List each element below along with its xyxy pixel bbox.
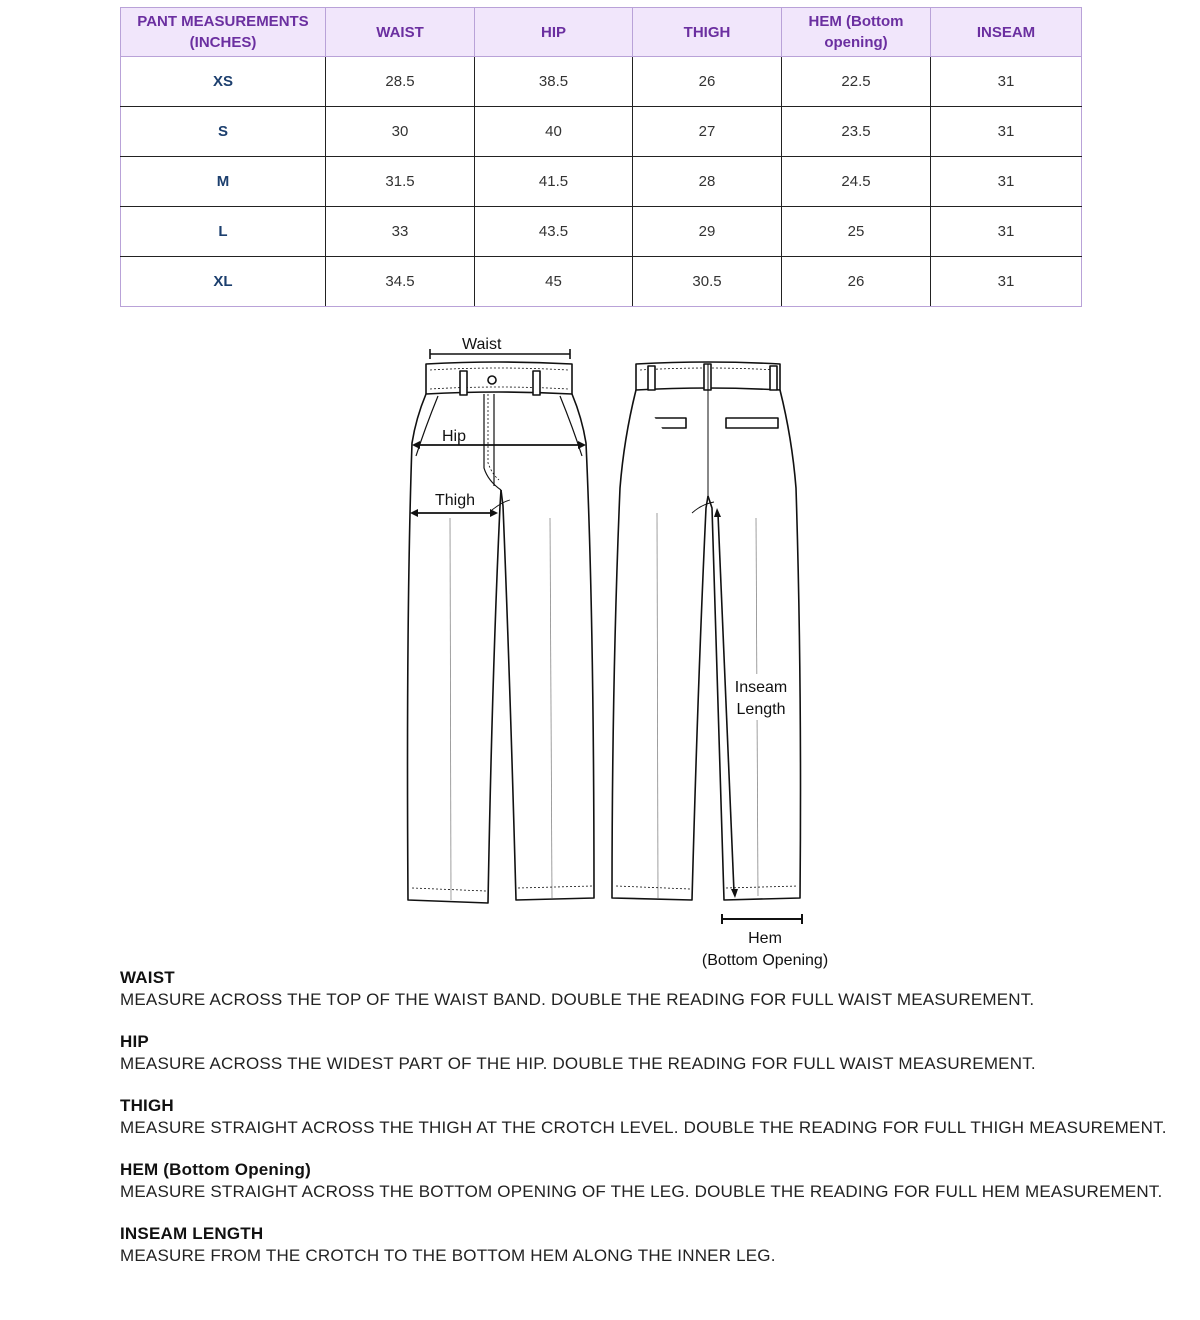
- table-row: [121, 157, 1082, 207]
- instruction-body: MEASURE STRAIGHT ACROSS THE THIGH AT THE CROTCH LEVEL. DOUBLE THE READING FOR FULL THIGH MEASUREMENT.: [120, 1118, 1167, 1137]
- waist-value: 33: [326, 207, 475, 257]
- header-waist: WAIST: [326, 8, 475, 57]
- table-row: [121, 57, 1082, 107]
- size-label: XS: [121, 57, 326, 107]
- inseam-value: 31: [931, 157, 1082, 207]
- instruction-thigh: [120, 1095, 1180, 1139]
- inseam-value: 31: [931, 207, 1082, 257]
- waist-value: 30: [326, 107, 475, 157]
- measurement-instructions: [120, 967, 1180, 1287]
- header-thigh: THIGH: [633, 8, 782, 57]
- waist-value: 34.5: [326, 257, 475, 307]
- hem-value: 22.5: [782, 57, 931, 107]
- hem-value: 26: [782, 257, 931, 307]
- hem-value: 24.5: [782, 157, 931, 207]
- table-row: [121, 257, 1082, 307]
- size-label: M: [121, 157, 326, 207]
- hip-label: Hip: [442, 428, 467, 445]
- waist-value: 28.5: [326, 57, 475, 107]
- hip-value: 43.5: [475, 207, 633, 257]
- hip-value: 45: [475, 257, 633, 307]
- pants-front-illustration: [408, 362, 595, 903]
- pants-measurement-diagram: [380, 318, 840, 978]
- size-label: XL: [121, 257, 326, 307]
- table-header-row: [121, 8, 1082, 57]
- header-hip: HIP: [475, 8, 633, 57]
- size-label: S: [121, 107, 326, 157]
- inseam-value: 31: [931, 257, 1082, 307]
- hip-value: 41.5: [475, 157, 633, 207]
- size-label: L: [121, 207, 326, 257]
- waist-label: Waist: [462, 336, 502, 353]
- inseam-value: 31: [931, 57, 1082, 107]
- hem-value: 25: [782, 207, 931, 257]
- instruction-inseam: [120, 1223, 1180, 1267]
- instruction-hip: [120, 1031, 1180, 1075]
- header-pant-measurements: PANT MEASUREMENTS (INCHES): [121, 8, 326, 57]
- thigh-value: 27: [633, 107, 782, 157]
- thigh-value: 28: [633, 157, 782, 207]
- instruction-title: INSEAM LENGTH: [120, 1224, 264, 1243]
- hip-value: 40: [475, 107, 633, 157]
- inseam-label-line2: Length: [736, 701, 786, 718]
- instruction-hem: [120, 1159, 1180, 1203]
- instruction-title: WAIST: [120, 968, 175, 987]
- hem-measure-line: [722, 914, 802, 924]
- instruction-waist: [120, 967, 1180, 1011]
- header-inseam: INSEAM: [931, 8, 1082, 57]
- inseam-value: 31: [931, 107, 1082, 157]
- hem-value: 23.5: [782, 107, 931, 157]
- instruction-body: MEASURE FROM THE CROTCH TO THE BOTTOM HEM ALONG THE INNER LEG.: [120, 1246, 776, 1265]
- table-row: [121, 107, 1082, 157]
- thigh-value: 30.5: [633, 257, 782, 307]
- table-row: [121, 207, 1082, 257]
- hem-label-line1: Hem: [748, 930, 782, 947]
- instruction-title: HIP: [120, 1032, 149, 1051]
- thigh-value: 26: [633, 57, 782, 107]
- inseam-label-line1: Inseam: [734, 679, 788, 696]
- hem-label-line2: (Bottom Opening): [701, 952, 829, 969]
- size-chart-table: [120, 7, 1082, 307]
- waist-value: 31.5: [326, 157, 475, 207]
- pants-back-illustration: [612, 362, 801, 900]
- instruction-body: MEASURE STRAIGHT ACROSS THE BOTTOM OPENING OF THE LEG. DOUBLE THE READING FOR FULL HEM MEASUREMENT.: [120, 1182, 1163, 1201]
- instruction-title: THIGH: [120, 1096, 174, 1115]
- header-hem: HEM (Bottom opening): [782, 8, 931, 57]
- instruction-title: HEM (Bottom Opening): [120, 1160, 311, 1179]
- hip-value: 38.5: [475, 57, 633, 107]
- instruction-body: MEASURE ACROSS THE TOP OF THE WAIST BAND. DOUBLE THE READING FOR FULL WAIST MEASUREMENT.: [120, 990, 1035, 1009]
- thigh-label: Thigh: [435, 492, 476, 509]
- instruction-body: MEASURE ACROSS THE WIDEST PART OF THE HIP. DOUBLE THE READING FOR FULL WAIST MEASUREMENT.: [120, 1054, 1036, 1073]
- thigh-value: 29: [633, 207, 782, 257]
